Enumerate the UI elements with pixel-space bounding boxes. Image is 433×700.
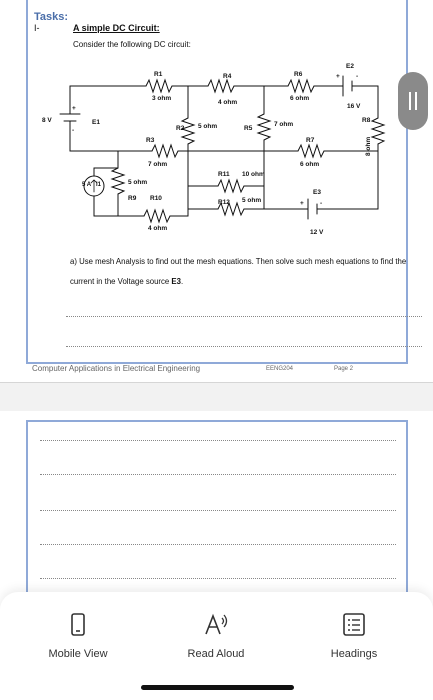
answer-line xyxy=(40,578,396,579)
answer-line xyxy=(40,510,396,511)
e1-minus: - xyxy=(72,127,75,134)
e1-plus: + xyxy=(72,105,76,112)
home-indicator[interactable] xyxy=(141,685,294,690)
r1-label: R1 xyxy=(154,71,163,78)
footer-code: EENG204 xyxy=(266,366,294,372)
r7-value: 6 ohm xyxy=(300,161,320,168)
read-aloud-icon xyxy=(202,612,230,638)
r11-label: R11 xyxy=(218,171,230,178)
e3-label: E3 xyxy=(313,189,321,196)
mobile-view-button[interactable] xyxy=(18,612,138,660)
r9-label: R9 xyxy=(128,195,137,202)
r12-value: 5 ohm xyxy=(242,197,262,204)
circuit-diagram xyxy=(42,56,393,236)
r10-label: R10 xyxy=(150,195,162,202)
e3-plus: + xyxy=(300,200,304,207)
r2-label: R2 xyxy=(176,125,185,132)
read-aloud-label: Read Aloud xyxy=(187,648,245,660)
headings-label: Headings xyxy=(330,648,378,660)
mobile-view-label: Mobile View xyxy=(48,648,108,660)
bottom-toolbar xyxy=(0,592,433,700)
r8-value: 8 ohm xyxy=(365,136,372,156)
scroll-handle[interactable] xyxy=(398,72,428,130)
r6-value: 6 ohm xyxy=(290,95,310,102)
answer-line xyxy=(40,440,396,441)
footer-page: Page 2 xyxy=(334,366,354,372)
i1-value: 5 A xyxy=(82,182,92,188)
document-page-2 xyxy=(26,420,408,595)
headings-button[interactable] xyxy=(294,612,414,660)
answer-line xyxy=(40,474,396,475)
r4-value: 4 ohm xyxy=(218,99,238,106)
question-text xyxy=(70,252,430,292)
page-gap xyxy=(0,383,433,411)
r1-value: 3 ohm xyxy=(152,95,172,102)
r6-label: R6 xyxy=(294,71,303,78)
r5-label: R5 xyxy=(244,125,253,132)
question-end: . xyxy=(180,277,184,286)
r4-label: R4 xyxy=(223,73,232,80)
r12-label: R12 xyxy=(218,199,230,206)
r2-value: 5 ohm xyxy=(198,123,218,130)
answer-line xyxy=(66,346,422,347)
document-page-1 xyxy=(26,0,408,364)
e3-minus: - xyxy=(320,200,323,207)
read-aloud-button[interactable] xyxy=(156,612,276,660)
e2-minus: - xyxy=(356,73,359,80)
question-prefix: a) Use mesh Analysis to find out the mesh equations. Then solve such mesh equations to find the current in the Voltage source xyxy=(70,257,407,286)
r10-value: 4 ohm xyxy=(148,225,168,232)
r3-label: R3 xyxy=(146,137,155,144)
r5-value: 7 ohm xyxy=(274,121,294,128)
phone-icon xyxy=(66,612,90,638)
tasks-heading: Tasks: xyxy=(34,11,69,23)
footer-course: Computer Applications in Electrical Engineering xyxy=(32,364,201,373)
r3-value: 7 ohm xyxy=(148,161,168,168)
section-number: I- xyxy=(34,23,40,33)
r8-label: R8 xyxy=(362,117,371,124)
e2-plus: + xyxy=(336,73,340,80)
question-bold: E3 xyxy=(171,277,181,286)
section-title: A simple DC Circuit: xyxy=(73,23,160,33)
answer-line xyxy=(40,544,396,545)
e2-label: E2 xyxy=(346,63,354,70)
e3-value: 12 V xyxy=(310,229,324,236)
e1-value: 8 V xyxy=(42,117,52,124)
answer-line xyxy=(66,316,422,317)
headings-icon xyxy=(342,612,366,638)
e1-label: E1 xyxy=(92,119,100,126)
i1-label: I1 xyxy=(96,182,102,188)
r7-label: R7 xyxy=(306,137,315,144)
r9-value: 5 ohm xyxy=(128,179,148,186)
e2-value: 16 V xyxy=(347,103,361,110)
r11-value: 10 ohm xyxy=(242,171,265,178)
intro-text: Consider the following DC circuit: xyxy=(73,40,191,49)
